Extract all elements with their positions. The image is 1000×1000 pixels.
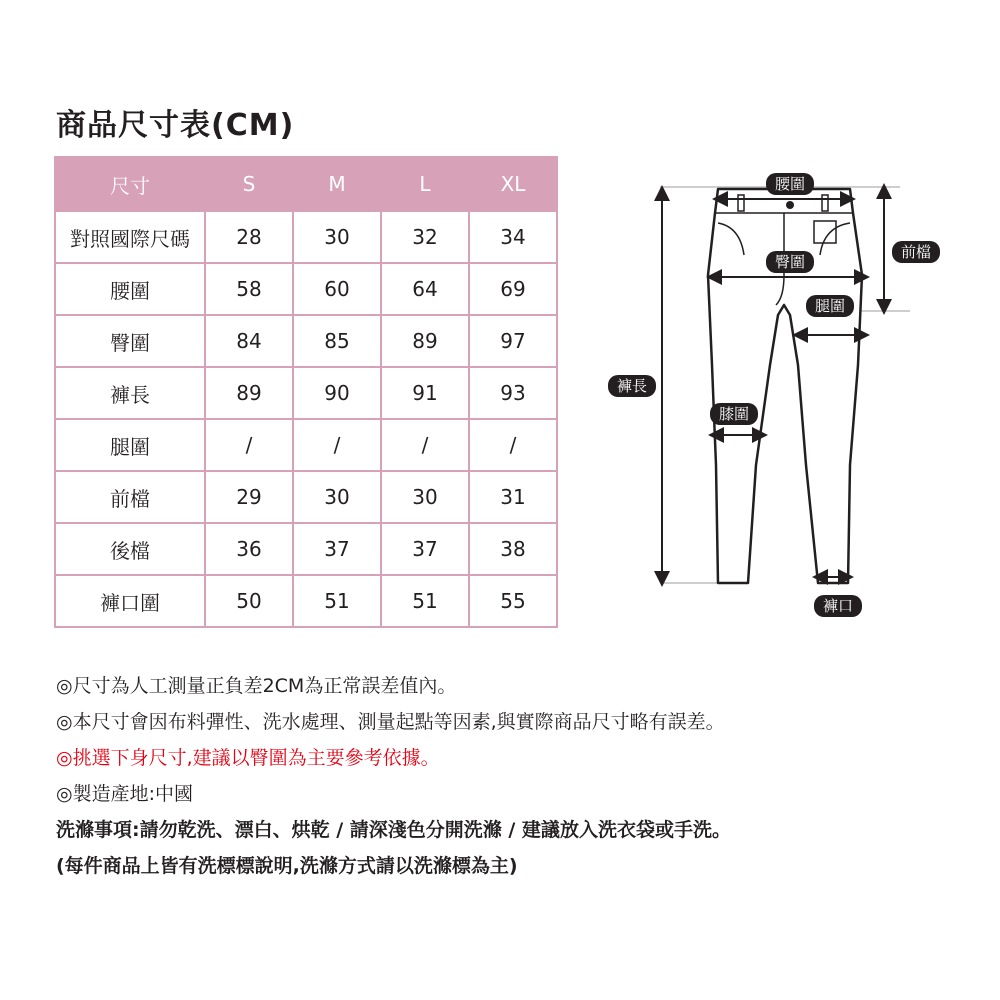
table-cell: 30 xyxy=(293,211,381,263)
notes-section xyxy=(56,668,956,884)
table-cell: / xyxy=(381,419,469,471)
table-cell: 29 xyxy=(205,471,293,523)
table-row xyxy=(55,367,557,419)
pants-outline xyxy=(708,189,862,583)
table-header-row xyxy=(55,157,557,211)
table-cell: 60 xyxy=(293,263,381,315)
table-header-cell: L xyxy=(381,157,469,211)
table-cell: / xyxy=(469,419,557,471)
table-cell: 55 xyxy=(469,575,557,627)
table-cell: / xyxy=(205,419,293,471)
wash-instructions: 洗滌事項:請勿乾洗、漂白、烘乾 / 請深淺色分開洗滌 / 建議放入洗衣袋或手洗。 xyxy=(56,819,731,841)
row-label: 褲長 xyxy=(55,367,205,419)
table-cell: 32 xyxy=(381,211,469,263)
row-label: 臀圍 xyxy=(55,315,205,367)
hip-label: 臀圍 xyxy=(766,251,814,273)
button-icon xyxy=(786,201,794,209)
note-line: ◎製造產地:中國 xyxy=(56,783,193,805)
table-cell: / xyxy=(293,419,381,471)
table-row xyxy=(55,315,557,367)
table-cell: 36 xyxy=(205,523,293,575)
pants-diagram xyxy=(600,165,960,629)
pants-illustration xyxy=(600,165,960,625)
table-cell: 38 xyxy=(469,523,557,575)
table-row xyxy=(55,419,557,471)
table-cell: 84 xyxy=(205,315,293,367)
row-label: 對照國際尺碼 xyxy=(55,211,205,263)
table-header-cell: XL xyxy=(469,157,557,211)
row-label: 腰圍 xyxy=(55,263,205,315)
note-line: ◎尺寸為人工測量正負差2CM為正常誤差值內。 xyxy=(56,675,457,697)
table-cell: 90 xyxy=(293,367,381,419)
table-cell: 31 xyxy=(469,471,557,523)
table-cell: 30 xyxy=(381,471,469,523)
table-row xyxy=(55,471,557,523)
table-header-cell: M xyxy=(293,157,381,211)
front-rise-label: 前檔 xyxy=(892,241,940,263)
table-row xyxy=(55,575,557,627)
table-row xyxy=(55,211,557,263)
table-row xyxy=(55,523,557,575)
table-cell: 89 xyxy=(205,367,293,419)
table-cell: 93 xyxy=(469,367,557,419)
table-cell: 69 xyxy=(469,263,557,315)
size-table xyxy=(54,156,558,628)
row-label: 褲口圍 xyxy=(55,575,205,627)
table-cell: 30 xyxy=(293,471,381,523)
hem-label: 褲口 xyxy=(814,595,862,617)
table-cell: 28 xyxy=(205,211,293,263)
waist-label: 腰圍 xyxy=(766,173,814,195)
knee-label: 膝圍 xyxy=(710,403,758,425)
table-cell: 64 xyxy=(381,263,469,315)
table-cell: 51 xyxy=(381,575,469,627)
note-highlight: ◎挑選下身尺寸,建議以臀圍為主要參考依據。 xyxy=(56,747,440,769)
thigh-label: 腿圍 xyxy=(806,295,854,317)
table-cell: 89 xyxy=(381,315,469,367)
row-label: 前檔 xyxy=(55,471,205,523)
length-label: 褲長 xyxy=(608,375,656,397)
page-title: 商品尺寸表(CM) xyxy=(56,108,295,143)
row-label: 腿圍 xyxy=(55,419,205,471)
row-label: 後檔 xyxy=(55,523,205,575)
table-cell: 37 xyxy=(381,523,469,575)
table-header-cell: 尺寸 xyxy=(55,157,205,211)
table-cell: 85 xyxy=(293,315,381,367)
table-row xyxy=(55,263,557,315)
table-cell: 91 xyxy=(381,367,469,419)
table-cell: 34 xyxy=(469,211,557,263)
table-cell: 37 xyxy=(293,523,381,575)
table-cell: 97 xyxy=(469,315,557,367)
table-cell: 50 xyxy=(205,575,293,627)
note-line: ◎本尺寸會因布料彈性、洗水處理、測量起點等因素,與實際商品尺寸略有誤差。 xyxy=(56,711,725,733)
table-header-cell: S xyxy=(205,157,293,211)
wash-label-note: (每件商品上皆有洗標標說明,洗滌方式請以洗滌標為主) xyxy=(56,855,518,877)
table-cell: 51 xyxy=(293,575,381,627)
table-cell: 58 xyxy=(205,263,293,315)
